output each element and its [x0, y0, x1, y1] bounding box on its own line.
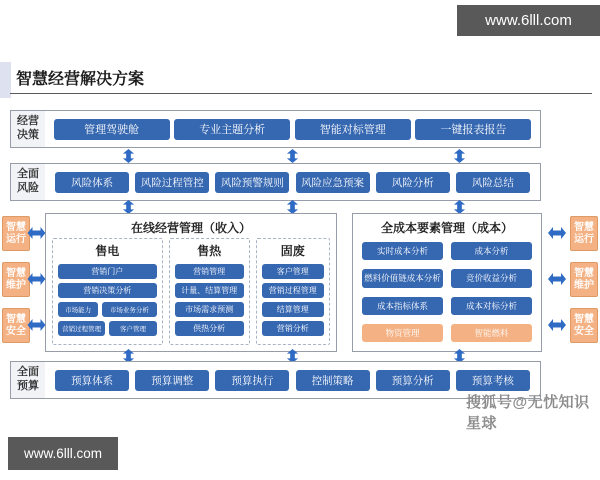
module-button: 物资管理: [362, 324, 443, 342]
module-button: 营销决策分析: [58, 283, 157, 298]
module-button: 风险预警规则: [215, 172, 289, 193]
side-label-smart-maintenance: 智慧维护: [570, 262, 598, 297]
module-button: 客户管理: [262, 264, 324, 279]
cost-buttons: [362, 242, 532, 342]
column-title: 售电: [95, 244, 120, 258]
decision-buttons: [45, 111, 540, 147]
section-title: 在线经营管理（收入）: [130, 221, 251, 235]
double-arrow-icon: [453, 149, 466, 163]
side-label-smart-operation: 智慧运行: [2, 216, 30, 251]
budget-row: [10, 361, 541, 399]
double-arrow-icon: [286, 149, 299, 163]
module-button: 供热分析: [175, 321, 244, 336]
section-title: 全成本要素管理（成本）: [380, 221, 513, 235]
cost-section: [352, 213, 542, 352]
module-button: 风险总结: [456, 172, 530, 193]
module-button: 成本对标分析: [451, 297, 532, 315]
column-solid-waste: [256, 238, 330, 345]
module-button: 预算执行: [215, 370, 289, 391]
module-button: 实时成本分析: [362, 242, 443, 260]
column-sell-heat: [169, 238, 250, 345]
watermark-text: www.6lll.com: [485, 12, 572, 29]
module-button: 管理驾驶舱: [54, 119, 170, 140]
module-button: 风险过程管控: [135, 172, 209, 193]
row-label-budget: 全面预算: [11, 362, 45, 398]
module-button: 风险体系: [55, 172, 129, 193]
module-button: 智能对标管理: [295, 119, 411, 140]
column-sell-electricity: [52, 238, 163, 345]
revenue-columns: [52, 238, 330, 345]
double-arrow-icon: [286, 200, 299, 214]
module-button: 风险应急预案: [296, 172, 370, 193]
side-label-smart-maintenance: 智慧维护: [2, 262, 30, 297]
risk-row: [10, 163, 541, 201]
watermark-bottom-left: [8, 437, 118, 470]
module-button: 市场业务分析: [102, 302, 156, 317]
watermark-top-right: [457, 5, 600, 36]
module-button: 营销门户: [58, 264, 157, 279]
module-button: 市场需求预测: [175, 302, 244, 317]
module-button: 结算管理: [262, 302, 324, 317]
module-button: 一键报表报告: [415, 119, 531, 140]
module-button: 专业主题分析: [174, 119, 290, 140]
button-pair: [58, 302, 157, 317]
module-button: 成本指标体系: [362, 297, 443, 315]
double-arrow-icon: [122, 200, 135, 214]
column-title: 固废: [280, 244, 305, 258]
risk-buttons: [45, 164, 540, 200]
module-button: 营销管理: [175, 264, 244, 279]
double-arrow-icon: [122, 149, 135, 163]
row-label-decision: 经营决策: [11, 111, 45, 147]
module-button: 竞价收益分析: [451, 269, 532, 287]
module-button: 成本分析: [451, 242, 532, 260]
module-button: 预算体系: [55, 370, 129, 391]
module-button: 预算分析: [376, 370, 450, 391]
side-label-smart-safety: 智慧安全: [570, 308, 598, 343]
double-arrow-icon: [27, 227, 46, 239]
decision-row: [10, 110, 541, 148]
module-button: 营销过程管理: [58, 321, 105, 336]
double-arrow-icon: [545, 227, 569, 239]
button-pair: [58, 321, 157, 336]
module-button: 预算调整: [135, 370, 209, 391]
module-button: 预算考核: [456, 370, 530, 391]
row-label-risk: 全面风险: [11, 164, 45, 200]
side-label-smart-safety: 智慧安全: [2, 308, 30, 343]
revenue-section: [45, 213, 337, 352]
watermark-bottom-right: 搜狐号@无忧知识星球: [466, 394, 590, 432]
column-title: 售热: [197, 244, 222, 258]
module-button: 市场能力: [58, 302, 98, 317]
double-arrow-icon: [545, 319, 569, 331]
title-divider: [10, 93, 592, 94]
module-button: 控制策略: [296, 370, 370, 391]
page-title: 智慧经营解决方案: [16, 71, 145, 88]
watermark-text: www.6lll.com: [23, 446, 102, 461]
module-button: 燃料价值链成本分析: [362, 269, 443, 287]
module-button: 客户管理: [109, 321, 156, 336]
double-arrow-icon: [27, 319, 46, 331]
module-button: 风险分析: [376, 172, 450, 193]
module-button: 营销过程管理: [262, 283, 324, 298]
double-arrow-icon: [545, 273, 569, 285]
double-arrow-icon: [453, 200, 466, 214]
double-arrow-icon: [27, 273, 46, 285]
side-label-smart-operation: 智慧运行: [570, 216, 598, 251]
module-button: 智能燃料: [451, 324, 532, 342]
module-button: 营销分析: [262, 321, 324, 336]
module-button: 计量、结算管理: [175, 283, 244, 298]
